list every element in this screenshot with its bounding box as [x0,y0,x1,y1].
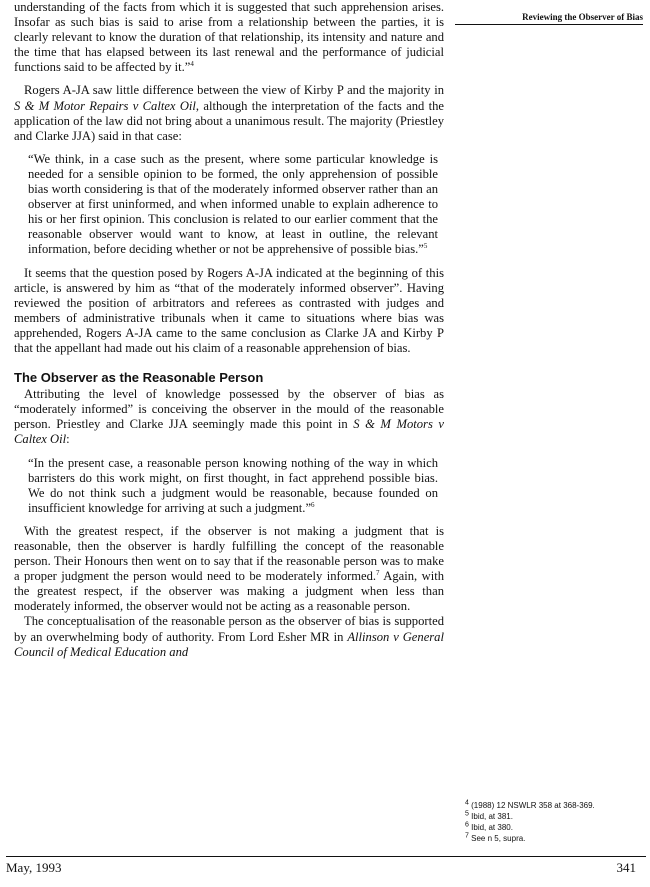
footnote: $^6$ Ibid, at 380. [465,821,513,832]
case-name: S & M Motor Repairs v Caltex Oil [14,98,196,113]
footnote-ref-7: 7 [376,569,380,577]
footnote: $^7$ See n 5, supra. [465,832,526,843]
block-quote-1: “We think, in a case such as the present, where some particular knowledge is needed for a sensible opinion to be formed, the only apprehension of possible bias worth considering is that of the moderately informed observer rather than an observer at first uninformed, and when informed unable to explain adherence to his or her first opinion. This conclusion is related to our earlier comment that the reasonable observer would want to know, at least in outline, the relevant information, before deciding whether or not be apprehensive of possible bias.”$^5$ [28,151,438,257]
paragraph-3: It seems that the question posed by Rogers A-JA indicated at the beginning of this article, is answered by him as “that of the moderately informed observer”. Having reviewed the position of arbitrators and referees as contrasted with judges and members of administrative tribunals when it came to situations where bias was apprehended, Rogers A-JA came to the same conclusion as Clarke JA and Kirby P that the appellant had made out his claim of a reasonable apprehension of bias. [14,265,444,355]
section-heading: The Observer as the Reasonable Person [14,370,264,386]
paragraph-4: Attributing the level of knowledge possessed by the observer of bias as “moderately informed” is conceiving the observer in the mould of the reasonable person. Priestley and Clarke JJA seemingly made this point in S & M Motors v Caltex Oil: [14,387,444,447]
paragraph-2: Rogers A-JA saw little difference between the view of Kirby P and the majority in S & M Motor Repairs v Caltex Oil, although the interpretation of the facts and the application of the law did not bring about a unanimous result. The majority (Priestley and Clarke JJA) said in that case: [14,83,444,143]
page-number: 341 [616,860,636,875]
paragraph-1: understanding of the facts from which it is suggested that such apprehension arises. Insofar as such bias is said to arise from a relationship between the parties, it is clearly relevant to know the duration of that relationship, its intensity and nature and the time that has elapsed between its last renewal and the performance of judicial functions said to be affected by it.”$^4$ [14,0,444,75]
paragraph-5: With the greatest respect, if the observer is not making a judgment that is reasonable, then the observer is hardly fulfilling the concept of the reasonable person. Their Honours then went on to say that if the reasonable person was to make a proper judgment the person would need to be moderately informed.$^7$ Again, with the greatest respect, if the observer was making a judgment when less than moderately informed, the observer would not be acting as a reasonable person. [14,523,444,614]
footer-rule [6,856,646,857]
case-name: Allinson v General Council of Medical Education and [14,629,444,659]
footer-date: May, 1993 [6,860,62,875]
article-body [14,0,444,660]
footnote: $^5$ Ibid, at 381. [465,810,513,821]
footnote-ref-6: 6 [311,500,315,509]
footnote-ref-4: 4 [190,60,194,69]
footnote-ref-5: 5 [423,242,428,251]
paragraph-6: The conceptualisation of the reasonable person as the observer of bias is supported by an overwhelming body of authority. From Lord Esher MR in Allinson v General Council of Medical Education and [14,614,444,659]
block-quote-2: “In the present case, a reasonable person knowing nothing of the way in which barristers do this work might, on first thought, in fact apprehend possible bias. We do not think such a judgment would be reasonable, because founded on insufficient knowledge for arriving at such a judgment.”$^6$ [28,455,438,515]
running-head: Reviewing the Observer of Bias [455,12,643,25]
footnotes [465,800,645,844]
case-name: S & M Motors v Caltex Oil [14,417,444,447]
footnote: $^4$ (1988) 12 NSWLR 358 at 368-369. [465,799,595,810]
